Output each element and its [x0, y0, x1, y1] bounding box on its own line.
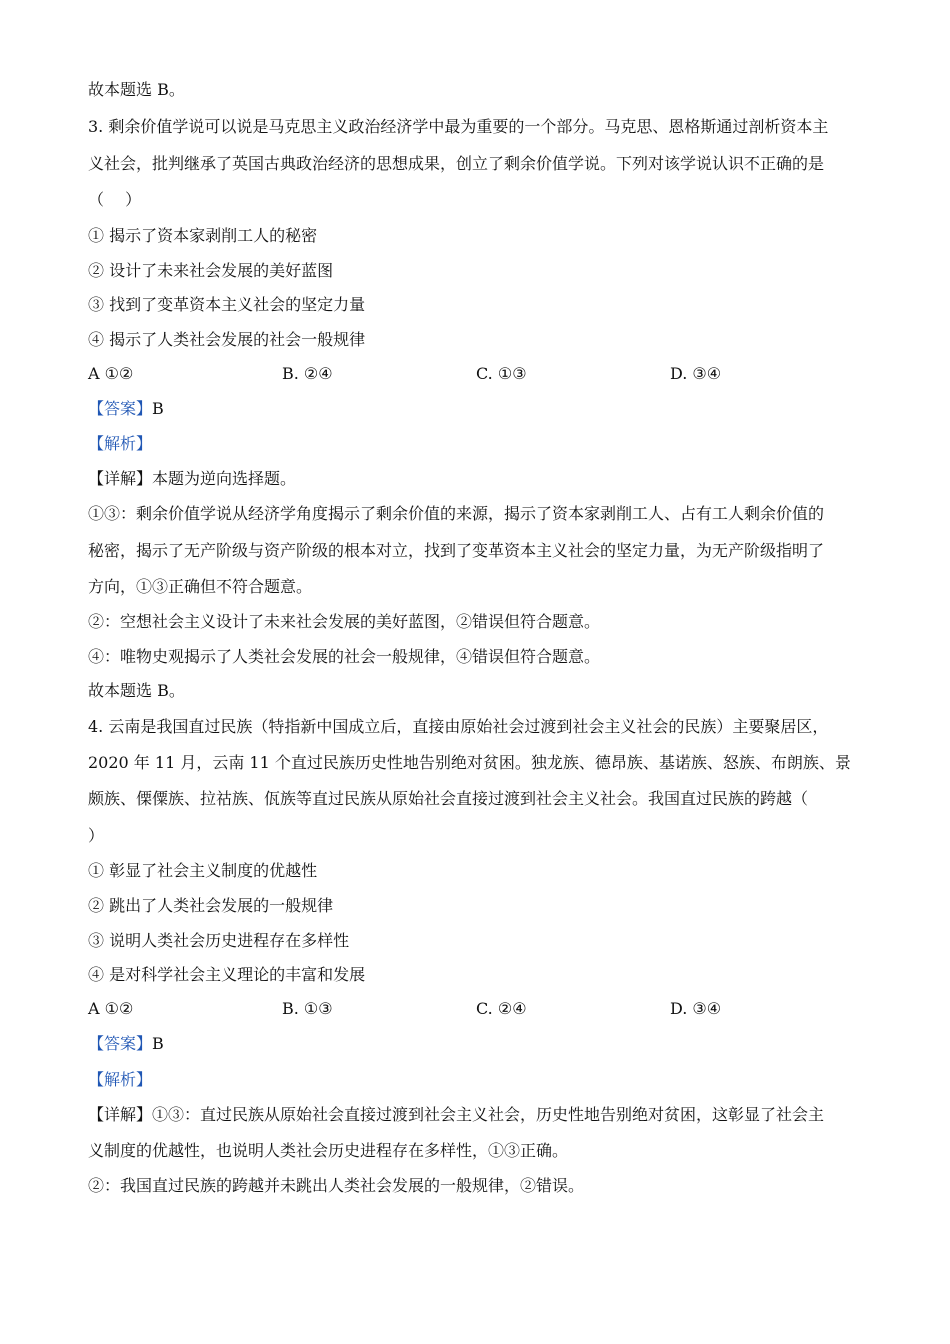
q4-detail-text: ①③：直过民族从原始社会直接过渡到社会主义社会，历史性地告别绝对贫困，这彰显了社会主 [152, 1105, 825, 1124]
q3-item-4: ④ 揭示了人类社会发展的社会一般规律 [88, 330, 366, 349]
q3-detail-tag: 【详解】 [88, 469, 153, 488]
q3-analysis-tag: 【解析】 [88, 434, 153, 453]
q4-answer-value: B [152, 1034, 164, 1053]
q4-detail-tag: 【详解】 [88, 1105, 153, 1124]
q3-option-d: D. ③④ [670, 364, 722, 383]
q3-option-c: C. ①③ [476, 364, 527, 383]
q3-option-a: A ①② [88, 364, 134, 383]
q3-item-2: ② 设计了未来社会发展的美好蓝图 [88, 261, 334, 280]
prev-conclusion: 故本题选 B。 [88, 80, 185, 99]
q4-option-c: C. ②④ [476, 999, 527, 1018]
q4-item-1: ① 彰显了社会主义制度的优越性 [88, 861, 318, 880]
q4-item-2: ② 跳出了人类社会发展的一般规律 [88, 896, 334, 915]
q3-answer-tag: 【答案】 [88, 399, 153, 418]
q4-stem-line-3: 颇族、傈僳族、拉祜族、佤族等直过民族从原始社会直接过渡到社会主义社会。我国直过民族的跨越（ [88, 789, 809, 808]
q3-item-3: ③ 找到了变革资本主义社会的坚定力量 [88, 295, 366, 314]
q3-option-b: B. ②④ [282, 364, 333, 383]
q3-stem-line-3: （ ） [88, 190, 142, 209]
q4-detail-line [88, 1104, 824, 1126]
q3-answer-value: B [152, 399, 164, 418]
q3-detail-line [88, 468, 296, 490]
q4-option-d: D. ③④ [670, 999, 722, 1018]
q3-explain-line-4: ②：空想社会主义设计了未来社会发展的美好蓝图，②错误但符合题意。 [88, 612, 601, 631]
q4-answer-line [88, 1033, 164, 1055]
q3-stem-line-1: 3. 剩余价值学说可以说是马克思主义政治经济学中最为重要的一个部分。马克思、恩格斯通过剖析资本主 [88, 117, 829, 136]
q3-item-1: ① 揭示了资本家剥削工人的秘密 [88, 226, 318, 245]
q3-detail-text: 本题为逆向选择题。 [152, 469, 297, 488]
q4-answer-tag: 【答案】 [88, 1034, 153, 1053]
q3-explain-line-5: ④：唯物史观揭示了人类社会发展的社会一般规律，④错误但符合题意。 [88, 647, 601, 666]
q4-explain-line-1: 义制度的优越性，也说明人类社会历史进程存在多样性，①③正确。 [88, 1141, 569, 1160]
q4-item-4: ④ 是对科学社会主义理论的丰富和发展 [88, 965, 366, 984]
q4-option-b: B. ①③ [282, 999, 333, 1018]
q3-explain-line-3: 方向，①③正确但不符合题意。 [88, 577, 313, 596]
q3-answer-line [88, 398, 164, 420]
q4-analysis-tag: 【解析】 [88, 1070, 153, 1089]
q3-stem-line-2: 义社会，批判继承了英国古典政治经济的思想成果，创立了剩余价值学说。下列对该学说认识不正确的是 [88, 154, 825, 173]
q4-stem-line-1: 4. 云南是我国直过民族（特指新中国成立后，直接由原始社会过渡到社会主义社会的民族）主要聚居区， [88, 717, 829, 736]
q4-explain-line-2: ②：我国直过民族的跨越并未跳出人类社会发展的一般规律，②错误。 [88, 1176, 585, 1195]
q4-stem-line-4: ） [88, 826, 105, 845]
q3-explain-line-1: ①③：剩余价值学说从经济学角度揭示了剩余价值的来源，揭示了资本家剥削工人、占有工人剩余价值的 [88, 504, 825, 523]
q3-conclusion: 故本题选 B。 [88, 681, 185, 700]
q4-stem-line-2: 2020 年 11 月，云南 11 个直过民族历史性地告别绝对贫困。独龙族、德昂族、基诺族、怒族、布朗族、景 [88, 753, 851, 772]
q3-explain-line-2: 秘密，揭示了无产阶级与资产阶级的根本对立，找到了变革资本主义社会的坚定力量，为无产阶级指明了 [88, 541, 825, 560]
q4-item-3: ③ 说明人类社会历史进程存在多样性 [88, 931, 350, 950]
q4-option-a: A ①② [88, 999, 134, 1018]
